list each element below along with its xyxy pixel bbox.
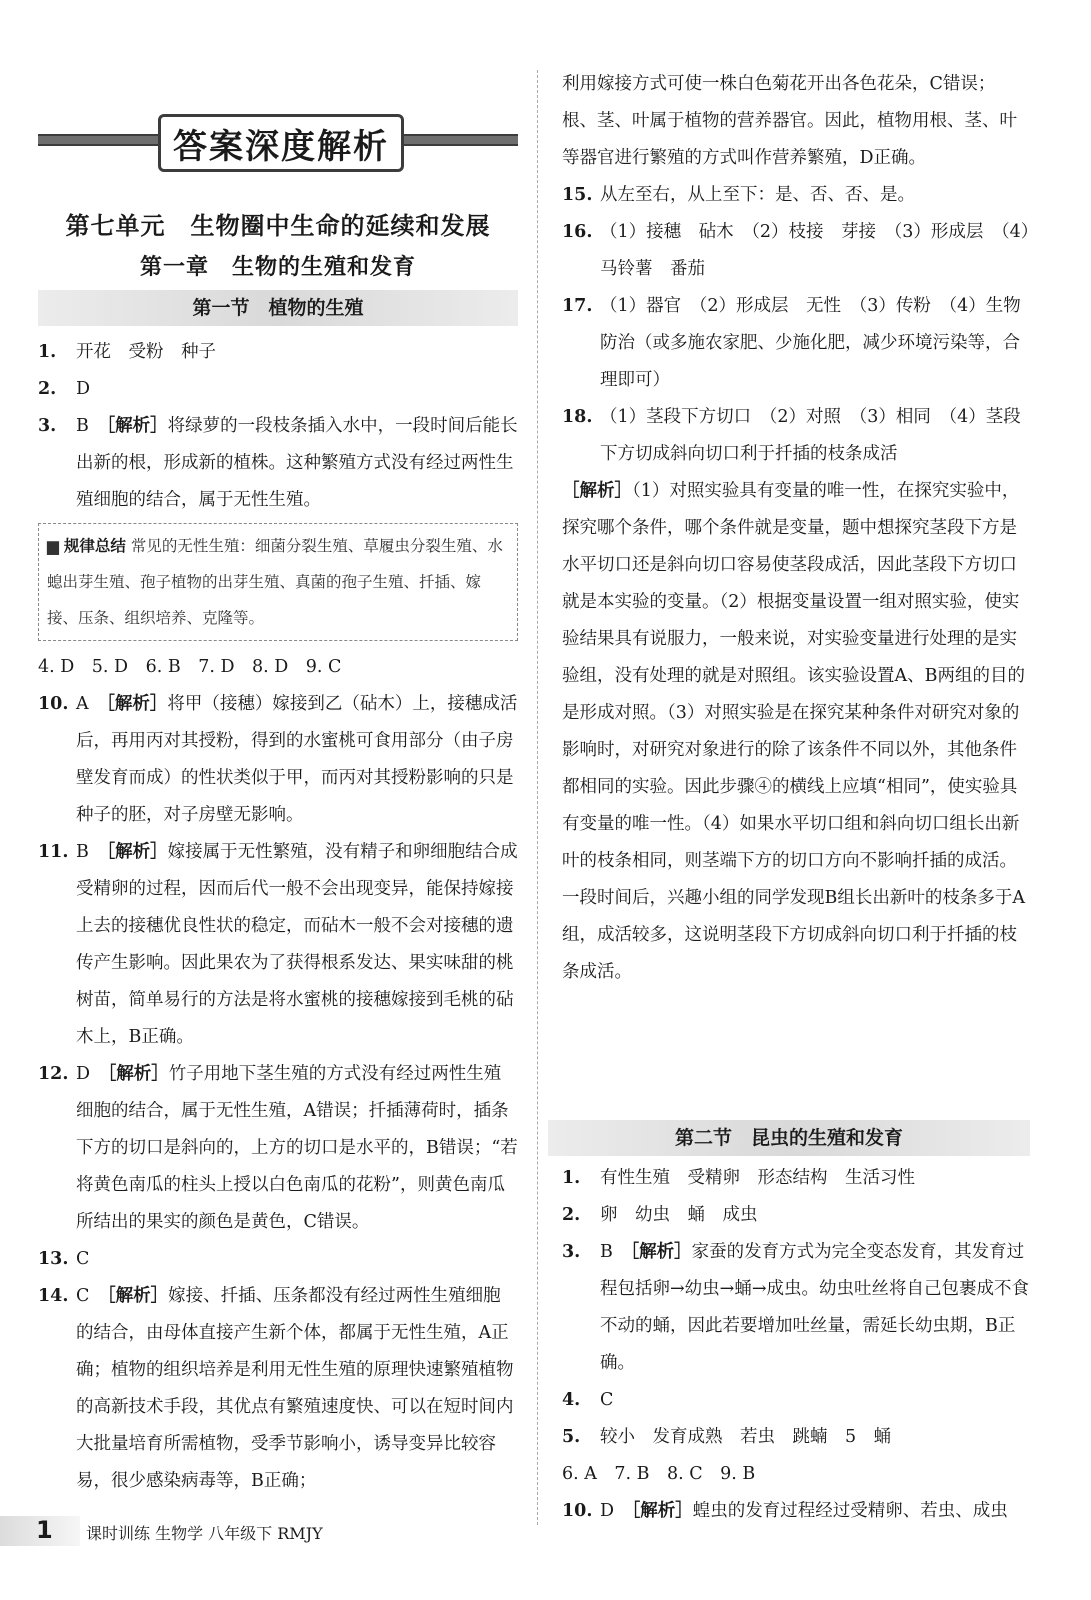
- answer-choice: C: [76, 1286, 90, 1306]
- answer-number: 1.: [38, 342, 57, 362]
- answer-item: [562, 399, 1030, 473]
- answer-number: 13.: [38, 1249, 69, 1269]
- answer-text: （1）茎段下方切口 （2）对照 （3）相同 （4）茎段下方切成斜向切口利于扦插的枝条成活: [600, 407, 1021, 464]
- answer-number: 11.: [38, 842, 69, 862]
- analysis-tag: ［解析］: [630, 1242, 692, 1262]
- answer-text: 蝗虫的发育过程经过受精卵、若虫、成虫: [692, 1501, 1008, 1521]
- answer-number: 3.: [562, 1242, 581, 1262]
- answer-item: [562, 1382, 1030, 1419]
- answer-text: 卵 幼虫 蛹 成虫: [600, 1205, 758, 1225]
- unit-title: 第七单元 生物圈中生命的延续和发展: [65, 212, 491, 240]
- answer-text: 6. A 7. B 8. C 9. B: [562, 1464, 756, 1484]
- answer-text: 嫁接、扦插、压条都没有经过两性生殖细胞的结合，由母体直接产生新个体，都属于无性生殖，A正确；植物的组织培养是利用无性生殖的原理快速繁殖植物的高新技术手段，其优点有繁殖速度快、可以在短时间内大批量培育所需植物，受季节影响小，诱导变异比较容易，很少感染病毒等，B正确；: [76, 1286, 514, 1491]
- tip-title: 规律总结: [63, 537, 126, 555]
- answer-choice: B: [76, 842, 89, 862]
- answer-list-right-2: [562, 1160, 1030, 1530]
- column-divider: [537, 70, 538, 1525]
- answer-number: 2.: [562, 1205, 581, 1225]
- answer-number: 3.: [38, 416, 57, 436]
- answer-text: 较小 发育成熟 若虫 跳蝻 5 蛹: [600, 1427, 892, 1447]
- answer-number: 17.: [562, 296, 593, 316]
- tip-text: 常见的无性生殖：细菌分裂生殖、草履虫分裂生殖、水螅出芽生殖、孢子植物的出芽生殖、真菌的孢子生殖、扦插、嫁接、压条、组织培养、克隆等。: [47, 537, 503, 627]
- answer-item: [38, 1056, 518, 1241]
- answer-item: [562, 1197, 1030, 1234]
- answer-item: [38, 649, 518, 686]
- book-title: 课时训练 生物学 八年级下 RMJY: [86, 1524, 323, 1543]
- answer-text: （1）对照实验具有变量的唯一性，在探究实验中，探究哪个条件，哪个条件就是变量，题中想探究茎段下方是水平切口还是斜向切口容易使茎段成活，因此茎段下方切口就是本实验的变量。（2）根据变量设置一组对照实验，使实验结果具有说服力，一般来说，对实验变量进行处理的是实验组，没有处理的就是对照组。该实验设置A、B两组的目的是形成对照。（3）对照实验是在探究某种条件对研究对象的影响时，对研究对象进行的除了该条件不同以外，其他条件都相同的实验。因此步骤④的横线上应填“相同”，使实验具有变量的唯一性。（4）如果水平切口组和斜向切口组长出新叶的枝条相同，则茎端下方的切口方向不影响扦插的成活。一段时间后，兴趣小组的同学发现B组长出新叶的枝条多于A组，成活较多，这说明茎段下方切成斜向切口利于扦插的枝条成活。: [562, 481, 1025, 982]
- answer-number: 15.: [562, 185, 593, 205]
- answer-text: 4. D 5. D 6. B 7. D 8. D 9. C: [38, 657, 342, 677]
- section-title-plant-reproduction: 第一节 植物的生殖: [38, 290, 518, 326]
- answer-number: 16.: [562, 222, 593, 242]
- answer-banner: [38, 112, 518, 168]
- answer-text: 家蚕的发育方式为完全变态发育，其发育过程包括卵→幼虫→蛹→成虫。幼虫吐丝将自己包裹成不食不动的蛹，因此若要增加吐丝量，需延长幼虫期，B正确。: [600, 1242, 1029, 1373]
- right-column-2: [562, 1160, 1030, 1530]
- answer-text: （1）接穗 砧木 （2）枝接 芽接 （3）形成层 （4）马铃薯 番茄: [600, 222, 1030, 279]
- answer-choice: B: [600, 1242, 613, 1262]
- answer-text: 竹子用地下茎生殖的方式没有经过两性生殖细胞的结合，属于无性生殖，A错误；扦插薄荷时，插条下方的切口是斜向的，上方的切口是水平的，B错误；“若将黄色南瓜的柱头上授以白色南瓜的花粉”，则黄色南瓜所结出的果实的颜色是黄色，C错误。: [76, 1064, 518, 1232]
- answer-choice: B: [76, 416, 89, 436]
- answer-item: [562, 288, 1030, 399]
- analysis-tag: ［解析］: [106, 416, 168, 436]
- answer-number: 1.: [562, 1168, 581, 1188]
- tip-box: [38, 523, 518, 641]
- answer-item: [38, 334, 518, 371]
- answer-text: 将甲（接穗）嫁接到乙（砧木）上，接穗成活后，再用丙对其授粉，得到的水蜜桃可食用部分（由子房壁发育而成）的性状类似于甲，而丙对其授粉影响的只是种子的胚，对子房壁无影响。: [76, 694, 518, 825]
- answer-list-right: [562, 66, 1030, 991]
- analysis-tag: ［解析］: [107, 1064, 169, 1084]
- answer-item: [562, 66, 1030, 177]
- answer-text: D: [76, 379, 91, 399]
- answer-text: C: [76, 1249, 90, 1269]
- answer-number: 12.: [38, 1064, 69, 1084]
- answer-item: [562, 473, 1030, 991]
- answer-choice: D: [76, 1064, 91, 1084]
- answer-number: 10.: [562, 1501, 593, 1521]
- analysis-tag: ［解析］: [631, 1501, 693, 1521]
- page-footer: [0, 1512, 1091, 1552]
- answer-item: [38, 408, 518, 519]
- chapter-title: 第一章 生物的生殖和发育: [139, 255, 416, 280]
- answer-text: 利用嫁接方式可使一株白色菊花开出各色花朵，C错误；根、茎、叶属于植物的营养器官。因此，植物用根、茎、叶等器官进行繁殖的方式叫作营养繁殖，D正确。: [562, 74, 1017, 168]
- answer-number: 5.: [562, 1427, 581, 1447]
- answer-text: 有性生殖 受精卵 形态结构 生活习性: [600, 1168, 915, 1188]
- right-column: [562, 66, 1030, 991]
- answer-text: C: [600, 1390, 614, 1410]
- answer-number: 4.: [562, 1390, 581, 1410]
- answer-number: 18.: [562, 407, 593, 427]
- answer-item: [38, 1278, 518, 1500]
- answer-number: 14.: [38, 1286, 69, 1306]
- answer-choice: A: [76, 694, 89, 714]
- analysis-tag: ［解析］: [106, 694, 168, 714]
- answer-item: [38, 686, 518, 834]
- answer-list-left: [38, 334, 518, 519]
- answer-list-left-2: [38, 649, 518, 1500]
- answer-choice: D: [600, 1501, 615, 1521]
- section-title-insect-reproduction: 第二节 昆虫的生殖和发育: [548, 1120, 1030, 1156]
- answer-text: 嫁接属于无性繁殖，没有精子和卵细胞结合成受精卵的过程，因而后代一般不会出现变异，能保持嫁接上去的接穗优良性状的稳定，而砧木一般不会对接穗的遗传产生影响。因此果农为了获得根系发达、果实味甜的桃树苗，简单易行的方法是将水蜜桃的接穗嫁接到毛桃的砧木上，B正确。: [76, 842, 518, 1047]
- analysis-tag: ［解析］: [106, 1286, 169, 1306]
- analysis-tag: ［解析］: [106, 842, 168, 862]
- answer-item: [38, 371, 518, 408]
- answer-text: 将绿萝的一段枝条插入水中，一段时间后能长出新的根，形成新的植株。这种繁殖方式没有经过两性生殖细胞的结合，属于无性生殖。: [76, 416, 518, 510]
- answer-text: 开花 受粉 种子: [76, 342, 216, 362]
- left-column: [38, 334, 518, 1500]
- answer-number: 10.: [38, 694, 69, 714]
- page-number: 1: [36, 1516, 53, 1544]
- answer-number: 2.: [38, 379, 57, 399]
- answer-item: [38, 1241, 518, 1278]
- answer-item: [562, 1419, 1030, 1456]
- answer-item: [562, 1160, 1030, 1197]
- tip-icon: ▆: [47, 537, 59, 555]
- answer-item: [562, 214, 1030, 288]
- answer-item: [562, 177, 1030, 214]
- answer-item: [562, 1456, 1030, 1493]
- answer-text: 从左至右，从上至下：是、否、否、是。: [600, 185, 915, 205]
- banner-title: 答案深度解析: [158, 114, 404, 172]
- analysis-tag: ［解析］: [562, 481, 632, 501]
- answer-item: [562, 1234, 1030, 1382]
- answer-item: [38, 834, 518, 1056]
- answer-text: （1）器官 （2）形成层 无性 （3）传粉 （4）生物防治（或多施农家肥、少施化肥，减少环境污染等，合理即可）: [600, 296, 1021, 390]
